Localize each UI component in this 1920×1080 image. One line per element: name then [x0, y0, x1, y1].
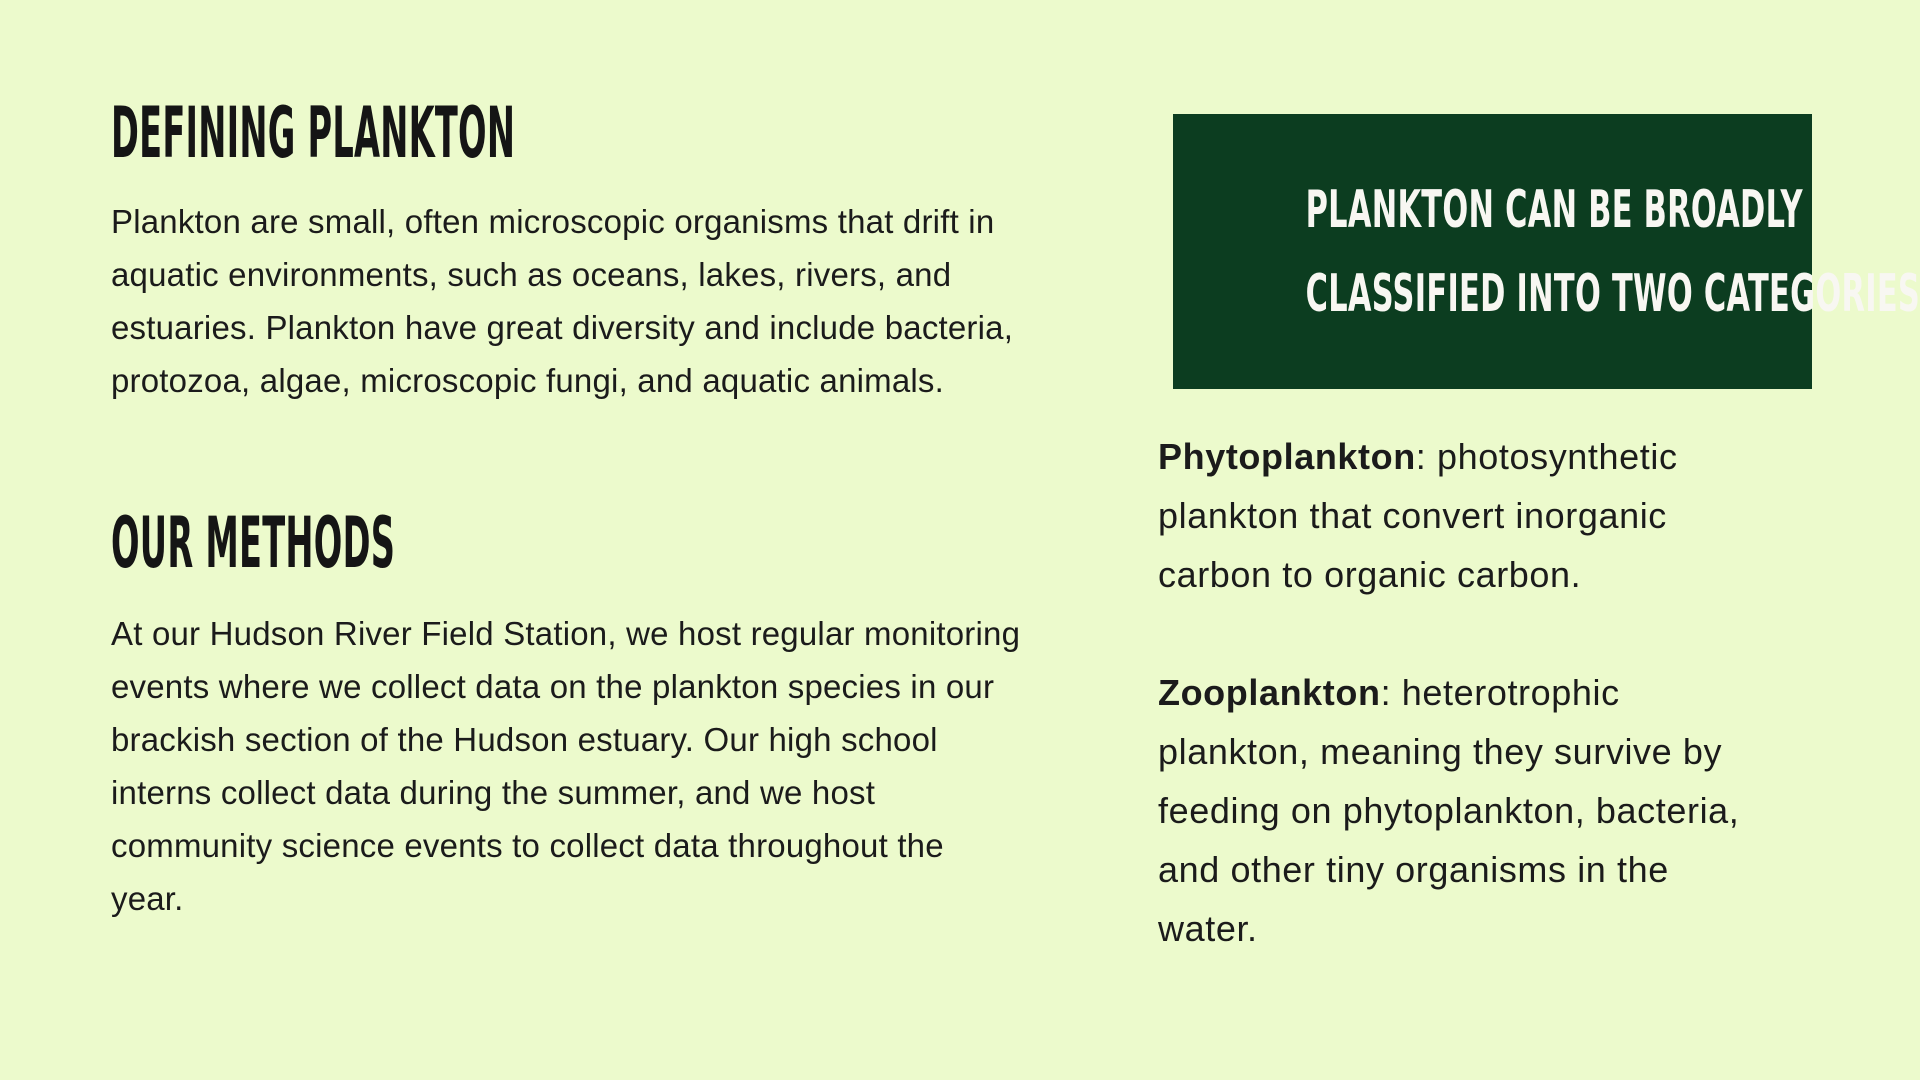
paragraph-line: protozoa, algae, microscopic fungi, and aquatic animals. [111, 362, 944, 399]
our-methods-paragraph [111, 607, 1020, 925]
paragraph-line: brackish section of the Hudson estuary. Our high school [111, 721, 938, 758]
phytoplankton-term: Phytoplankton [1158, 436, 1416, 477]
phytoplankton-definition-start: : photosynthetic [1415, 436, 1678, 477]
paragraph-line: and other tiny organisms in the [1158, 849, 1669, 890]
zooplankton-paragraph [1158, 663, 1739, 958]
paragraph-line: plankton, meaning they survive by [1158, 731, 1723, 772]
paragraph-line: plankton that convert inorganic [1158, 495, 1667, 536]
defining-plankton-paragraph [111, 195, 1013, 407]
paragraph-line: carbon to organic carbon. [1158, 554, 1582, 595]
paragraph-line [1158, 427, 1678, 486]
paragraph-line: Plankton are small, often microscopic organisms that drift in [111, 203, 995, 240]
paragraph-line: aquatic environments, such as oceans, lakes, rivers, and [111, 256, 952, 293]
paragraph-line: interns collect data during the summer, and we host [111, 774, 876, 811]
paragraph-line: water. [1158, 908, 1258, 949]
paragraph-line: feeding on phytoplankton, bacteria, [1158, 790, 1740, 831]
banner-line: PLANKTON CAN BE BROADLY [1305, 179, 1803, 240]
defining-plankton-heading: DEFINING PLANKTON [111, 92, 516, 174]
our-methods-heading: OUR METHODS [111, 502, 396, 584]
classification-banner [1173, 114, 1920, 389]
zooplankton-term: Zooplankton [1158, 672, 1381, 713]
phytoplankton-paragraph [1158, 427, 1678, 604]
paragraph-line: events where we collect data on the plankton species in our [111, 668, 995, 705]
paragraph-line [1158, 663, 1739, 722]
paragraph-line: estuaries. Plankton have great diversity and include bacteria, [111, 309, 1014, 346]
paragraph-line: community science events to collect data throughout the [111, 827, 944, 864]
paragraph-line: year. [111, 880, 184, 917]
paragraph-line: At our Hudson River Field Station, we host regular monitoring [111, 615, 1021, 652]
zooplankton-definition-start: : heterotrophic [1380, 672, 1620, 713]
banner-line: CLASSIFIED INTO TWO CATEGORIES [1305, 263, 1920, 324]
